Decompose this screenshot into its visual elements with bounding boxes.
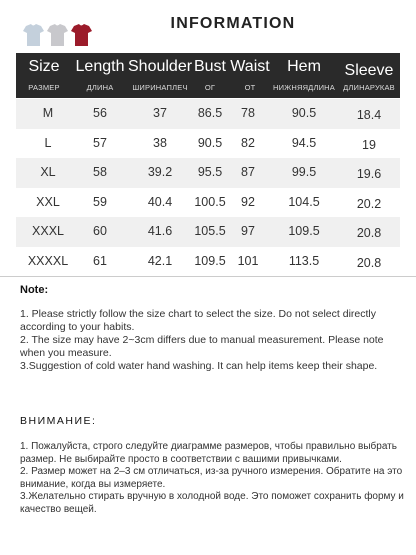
cell-shoulder: 39.2 <box>147 165 173 179</box>
col-waist-sub: ОТ <box>244 83 256 92</box>
col-bust-sub: ОГ <box>204 83 216 92</box>
cell-hem: 94.5 <box>291 135 317 150</box>
cell-sleeve: 19 <box>362 137 376 152</box>
col-sleeve: Sleeve <box>344 62 394 79</box>
cell-sleeve: 20.8 <box>356 226 382 240</box>
cell-waist: 97 <box>241 224 255 238</box>
ru-line: 1. Пожалуйста, строго следуйте диаграмме размеров, чтобы правильно выбрать размер. Не выбирайте просто в соответствии с вашими привычками. <box>20 441 397 465</box>
col-length: Length <box>75 58 125 75</box>
cell-shoulder: 38 <box>153 135 167 150</box>
note-body <box>20 308 400 373</box>
col-hem-sub: НИЖНЯЯДЛИНА <box>273 83 335 92</box>
cell-shoulder: 41.6 <box>147 224 173 238</box>
col-shoulder-sub: ШИРИНАПЛЕЧ <box>132 83 188 92</box>
cell-size: XXXXL <box>27 253 69 268</box>
ru-body <box>20 441 405 516</box>
cell-sleeve: 20.2 <box>356 196 382 211</box>
cell-sleeve: 18.4 <box>356 108 382 122</box>
page-title: INFORMATION <box>170 15 296 32</box>
cell-size: XXL <box>36 194 60 209</box>
cell-bust: 100.5 <box>194 194 226 209</box>
cell-length: 56 <box>93 106 107 120</box>
col-length-sub: ДЛИНА <box>86 83 114 92</box>
col-waist: Waist <box>230 58 270 75</box>
divider <box>0 276 416 277</box>
cell-length: 61 <box>93 253 107 268</box>
col-size: Size <box>28 58 60 75</box>
ru-line: 3.Желательно стирать вручную в холодной воде. Это поможет сохранить форму и качество вещей. <box>20 491 404 515</box>
cell-shoulder: 37 <box>153 106 167 120</box>
col-shoulder: Shoulder <box>128 58 193 75</box>
table-row <box>16 158 400 188</box>
cell-length: 60 <box>93 224 107 238</box>
cell-waist: 101 <box>237 253 259 268</box>
cell-waist: 78 <box>241 106 255 120</box>
col-size-sub: РАЗМЕР <box>28 83 60 92</box>
table-row <box>16 99 400 129</box>
cell-length: 57 <box>93 135 107 150</box>
cell-hem: 104.5 <box>288 194 320 209</box>
cell-shoulder: 40.4 <box>147 194 173 209</box>
note-line: 2. The size may have 2~3cm differs due to manual measurement. Please note when you measure. <box>20 334 384 359</box>
cell-size: L <box>44 135 52 150</box>
cell-shoulder: 42.1 <box>147 253 173 268</box>
table-row <box>16 247 400 277</box>
note-line: 3.Suggestion of cold water hand washing. It can help items keep their shape. <box>20 360 378 372</box>
cell-hem: 113.5 <box>288 253 320 268</box>
table-row <box>16 217 400 247</box>
cell-hem: 90.5 <box>291 106 317 120</box>
table-row <box>16 188 400 218</box>
cell-bust: 105.5 <box>194 224 226 238</box>
cell-hem: 99.5 <box>291 165 317 179</box>
cell-size: M <box>42 106 54 120</box>
cell-size: XXXL <box>32 224 64 238</box>
cell-bust: 109.5 <box>194 253 226 268</box>
size-table-header <box>16 53 400 98</box>
size-table-body <box>16 99 400 276</box>
ru-heading: ВНИМАНИЕ: <box>20 415 97 427</box>
cell-sleeve: 19.6 <box>356 167 382 181</box>
cell-waist: 92 <box>241 194 255 209</box>
header <box>0 0 416 52</box>
col-sleeve-sub: ДЛИНАРУКАВ <box>343 83 395 92</box>
cell-bust: 86.5 <box>197 106 223 120</box>
ru-line: 2. Размер может на 2–3 см отличаться, из-за ручного измерения. Обратите на это внимание, когда вы измеряете. <box>20 466 403 490</box>
note-line: 1. Please strictly follow the size chart to select the size. Do not select directly according to your habits. <box>20 308 376 333</box>
col-bust: Bust <box>193 58 226 75</box>
col-hem: Hem <box>287 58 321 75</box>
cell-bust: 95.5 <box>197 165 223 179</box>
note-heading: Note: <box>20 284 49 296</box>
cell-sleeve: 20.8 <box>356 255 382 270</box>
cell-waist: 82 <box>241 135 255 150</box>
cell-size: XL <box>40 165 56 179</box>
cell-length: 59 <box>93 194 107 209</box>
cell-hem: 109.5 <box>288 224 320 238</box>
cell-length: 58 <box>93 165 107 179</box>
table-row <box>16 129 400 159</box>
cell-waist: 87 <box>241 165 255 179</box>
cell-bust: 90.5 <box>197 135 223 150</box>
